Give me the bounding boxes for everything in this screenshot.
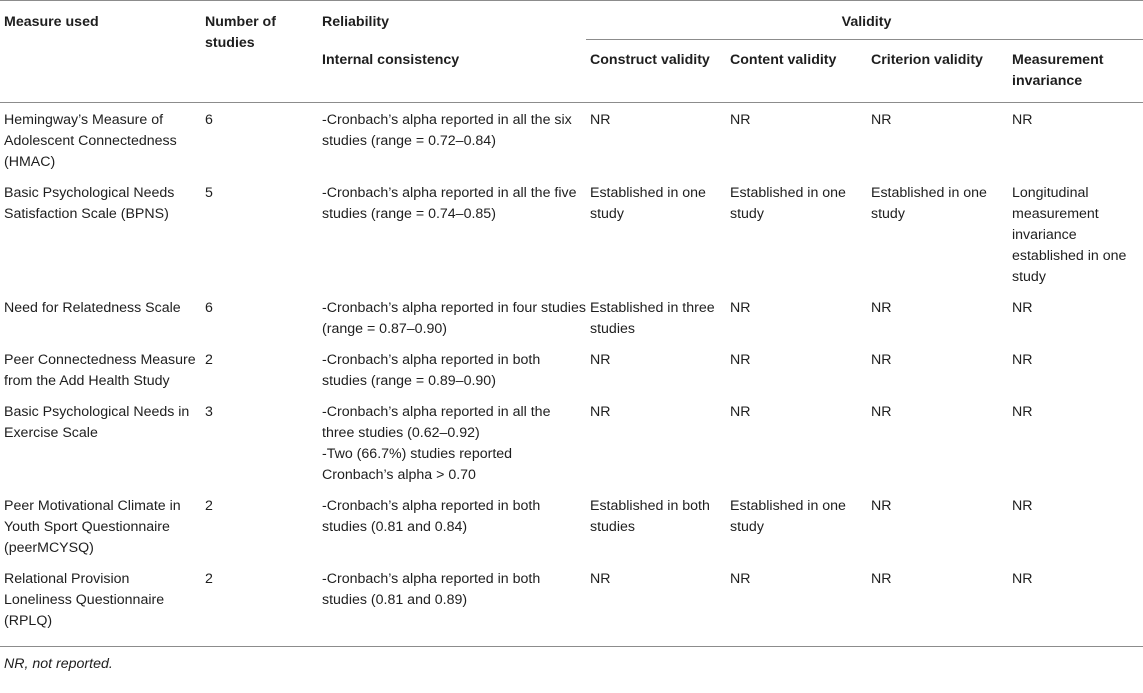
header-content-validity: Content validity bbox=[730, 52, 837, 68]
cell-invariance: Longitudinal measurement invariance established in one study bbox=[1012, 185, 1127, 285]
header-construct-validity: Construct validity bbox=[590, 52, 710, 68]
cell-construct: NR bbox=[590, 571, 611, 587]
cell-measure: Peer Connectedness Measure from the Add Health Study bbox=[4, 352, 196, 389]
cell-internal bbox=[318, 395, 586, 489]
internal-line: -Cronbach’s alpha reported in both studies (range = 0.89–0.90) bbox=[322, 352, 541, 389]
cell-construct: NR bbox=[590, 352, 611, 368]
cell-internal bbox=[318, 291, 586, 343]
cell-studies: 6 bbox=[205, 300, 213, 316]
cell-content: Established in one study bbox=[730, 185, 846, 222]
cell-internal bbox=[318, 489, 586, 562]
cell-studies: 2 bbox=[205, 352, 213, 368]
cell-studies: 6 bbox=[205, 112, 213, 128]
cell-construct: Established in three studies bbox=[590, 300, 715, 337]
header-criterion-validity: Criterion validity bbox=[871, 52, 983, 68]
table-body bbox=[0, 103, 1143, 647]
cell-invariance: NR bbox=[1012, 300, 1033, 316]
cell-studies: 2 bbox=[205, 571, 213, 587]
internal-line: -Cronbach’s alpha reported in both studies (0.81 and 0.84) bbox=[322, 498, 541, 535]
cell-studies: 3 bbox=[205, 404, 213, 420]
cell-measure: Basic Psychological Needs in Exercise Scale bbox=[4, 404, 190, 441]
cell-measure: Basic Psychological Needs Satisfaction Scale (BPNS) bbox=[4, 185, 175, 222]
cell-criterion: NR bbox=[871, 571, 892, 587]
cell-internal bbox=[318, 562, 586, 647]
cell-construct: NR bbox=[590, 404, 611, 420]
cell-content: NR bbox=[730, 112, 751, 128]
cell-criterion: NR bbox=[871, 112, 892, 128]
table-footnote: NR, not reported. bbox=[4, 656, 113, 672]
table-row bbox=[0, 291, 1143, 343]
cell-internal bbox=[318, 176, 586, 291]
table-row bbox=[0, 103, 1143, 177]
cell-content: NR bbox=[730, 404, 751, 420]
cell-criterion: NR bbox=[871, 404, 892, 420]
cell-invariance: NR bbox=[1012, 112, 1033, 128]
cell-content: NR bbox=[730, 352, 751, 368]
header-reliability: Reliability bbox=[322, 14, 390, 30]
cell-invariance: NR bbox=[1012, 498, 1033, 514]
header-measure: Measure used bbox=[4, 14, 99, 30]
header-internal-consistency: Internal consistency bbox=[322, 51, 460, 68]
header-validity: Validity bbox=[586, 1, 1143, 40]
cell-measure: Hemingway’s Measure of Adolescent Connectedness (HMAC) bbox=[4, 112, 177, 170]
header-measurement-invariance: Measurement invariance bbox=[1012, 52, 1104, 89]
cell-internal bbox=[318, 103, 586, 177]
cell-construct: Established in one study bbox=[590, 185, 706, 222]
cell-criterion: NR bbox=[871, 498, 892, 514]
cell-internal bbox=[318, 343, 586, 395]
cell-invariance: NR bbox=[1012, 352, 1033, 368]
cell-criterion: NR bbox=[871, 352, 892, 368]
header-studies: Number of studies bbox=[205, 14, 276, 51]
cell-construct: Established in both studies bbox=[590, 498, 710, 535]
cell-measure: Peer Motivational Climate in Youth Sport Questionnaire (peerMCYSQ) bbox=[4, 498, 181, 556]
cell-measure: Relational Provision Loneliness Questionnaire (RPLQ) bbox=[4, 571, 165, 629]
cell-studies: 2 bbox=[205, 498, 213, 514]
cell-invariance: NR bbox=[1012, 571, 1033, 587]
table-row bbox=[0, 343, 1143, 395]
internal-line: -Cronbach’s alpha reported in all the six studies (range = 0.72–0.84) bbox=[322, 112, 572, 149]
table-header bbox=[0, 1, 1143, 103]
cell-content: Established in one study bbox=[730, 498, 846, 535]
table-row bbox=[0, 395, 1143, 489]
internal-line: -Cronbach’s alpha reported in all the three studies (0.62–0.92) bbox=[322, 404, 551, 441]
internal-line: -Cronbach’s alpha reported in all the five studies (range = 0.74–0.85) bbox=[322, 185, 577, 222]
internal-line: -Cronbach’s alpha reported in both studies (0.81 and 0.89) bbox=[322, 571, 541, 608]
cell-content: NR bbox=[730, 571, 751, 587]
table-row bbox=[0, 489, 1143, 562]
table-row bbox=[0, 176, 1143, 291]
internal-line: -Cronbach’s alpha reported in four studies (range = 0.87–0.90) bbox=[322, 300, 586, 337]
cell-studies: 5 bbox=[205, 185, 213, 201]
cell-construct: NR bbox=[590, 112, 611, 128]
cell-content: NR bbox=[730, 300, 751, 316]
internal-line: -Two (66.7%) studies reported Cronbach’s alpha > 0.70 bbox=[322, 446, 513, 483]
table-row bbox=[0, 562, 1143, 647]
cell-measure: Need for Relatedness Scale bbox=[4, 300, 181, 316]
cell-criterion: NR bbox=[871, 300, 892, 316]
cell-criterion: Established in one study bbox=[871, 185, 987, 222]
cell-invariance: NR bbox=[1012, 404, 1033, 420]
